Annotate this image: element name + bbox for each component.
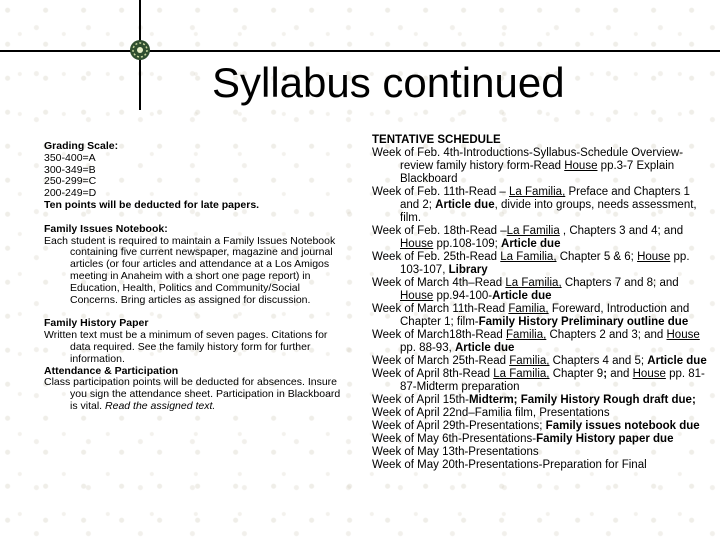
- title-rule: [0, 50, 720, 52]
- ornament-icon: [128, 38, 152, 62]
- schedule-heading: TENTATIVE SCHEDULE: [372, 134, 501, 146]
- grade-line-b: 300-349=B: [44, 163, 96, 176]
- schedule-item: Week of April 15th-Midterm; Family History Rough draft due;: [372, 394, 696, 406]
- history-paper-heading: Family History Paper: [44, 317, 149, 330]
- late-paper-note: Ten points will be deducted for late papers.: [44, 198, 260, 211]
- schedule-column: [372, 134, 712, 472]
- schedule-item: Week of May 6th-Presentations-Family History paper due: [372, 433, 674, 445]
- schedule-item: Week of April 8th-Read La Familia, Chapter 9; and House pp. 81-87-Midterm preparation: [372, 368, 705, 393]
- schedule-item: Week of March 25th-Read Familia, Chapters 4 and 5; Article due: [372, 355, 707, 367]
- schedule-item: Week of Feb. 18th-Read –La Familia , Chapters 3 and 4; and House pp.108-109; Article due: [372, 225, 684, 250]
- policies-column: [44, 141, 344, 413]
- history-paper-text: Written text must be a minimum of seven pages. Citations for data required. See the family history form for further information.: [44, 329, 328, 365]
- title-area: [0, 0, 720, 110]
- schedule-item: Week of Feb. 25th-Read La Familia, Chapter 5 & 6; House pp. 103-107, Library: [372, 251, 690, 276]
- schedule-item: Week of March 11th-Read Familia, Foreward, Introduction and Chapter 1; film-Family History Preliminary outline due: [372, 303, 690, 328]
- schedule-item: Week of April 29th-Presentations; Family issues notebook due: [372, 420, 700, 432]
- slide-title: Syllabus continued: [212, 59, 565, 106]
- schedule-item: Week of Feb. 11th-Read – La Familia, Preface and Chapters 1 and 2; Article due, divide into groups, needs assessment, film.: [372, 186, 697, 224]
- schedule-item: Week of March18th-Read Familia, Chapters 2 and 3; and House pp. 88-93, Article due: [372, 329, 700, 354]
- attendance-text: Class participation points will be deducted for absences. Insure you sign the attendance sheet. Participation in Blackboard is vital. Read the assigned text.: [44, 376, 341, 412]
- grade-line-c: 250-299=C: [44, 175, 97, 188]
- attendance-heading: Attendance & Participation: [44, 364, 179, 377]
- notebook-heading: Family Issues Notebook:: [44, 222, 168, 235]
- schedule-item: Week of April 22nd–Familia film, Presentations: [372, 407, 610, 419]
- grade-line-d: 200-249=D: [44, 187, 97, 200]
- grade-line-a: 350-400=A: [44, 151, 96, 164]
- grading-heading: Grading Scale:: [44, 140, 119, 152]
- schedule-item: Week of May 20th-Presentations-Preparation for Final: [372, 459, 647, 471]
- schedule-item: Week of March 4th–Read La Familia, Chapters 7 and 8; and House pp.94-100-Article due: [372, 277, 679, 302]
- schedule-item: Week of May 13th-Presentations: [372, 446, 539, 458]
- schedule-item: Week of Feb. 4th-Introductions-Syllabus-Schedule Overview-review family history form-Read House pp.3-7 Explain Blackboard: [372, 147, 684, 185]
- notebook-text: Each student is required to maintain a Family Issues Notebook containing five current newspaper, magazine and journal articles (or four articles and attendance at a Los Amigos meeting in Anaheim with a short one page report) in Education, Health, Politics and Community/Social Concerns. Bring articles as assigned for discussion.: [44, 234, 336, 306]
